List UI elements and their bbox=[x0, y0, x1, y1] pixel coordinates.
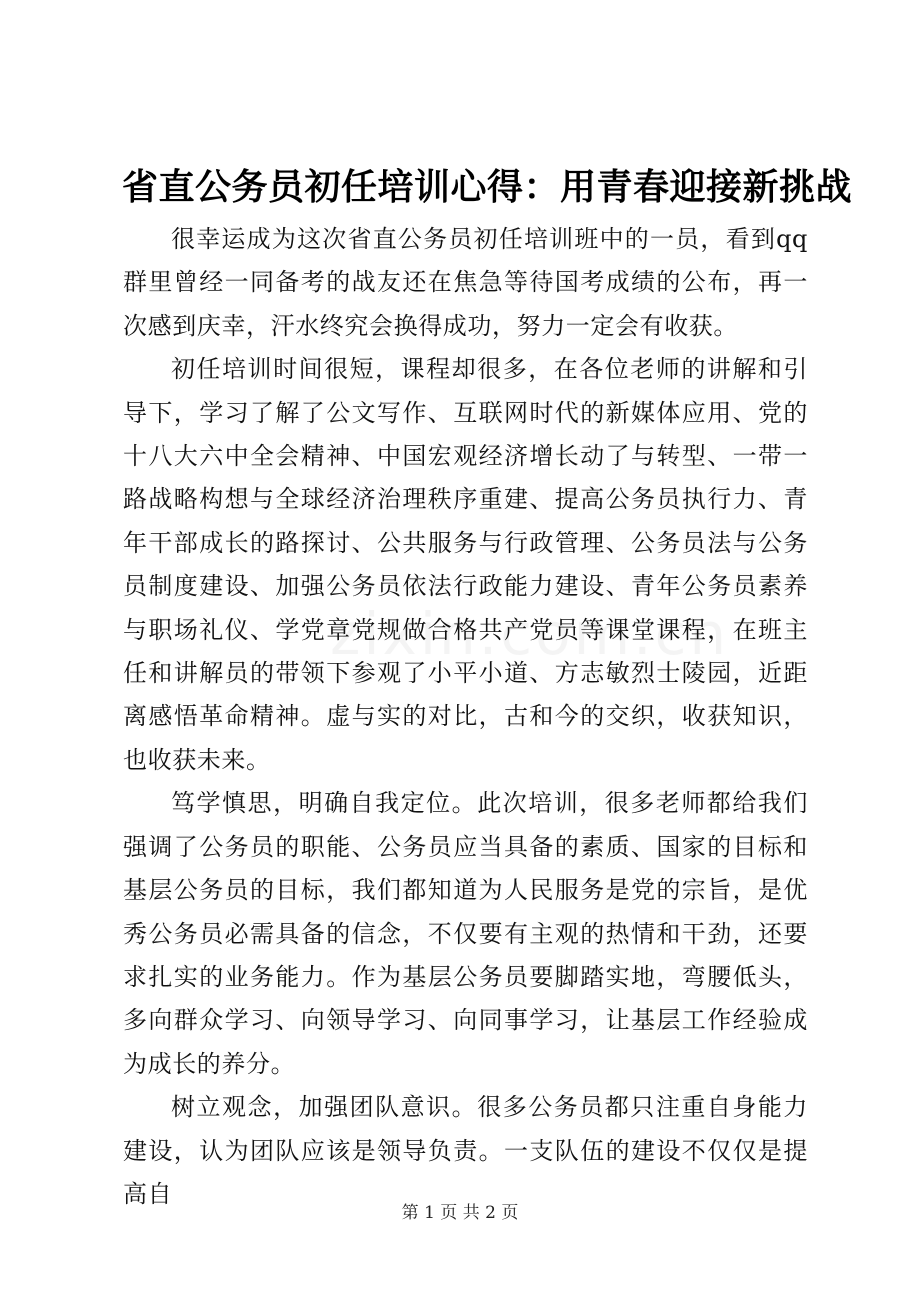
document-title: 省直公务员初任培训心得：用青春迎接新挑战 bbox=[122, 167, 853, 208]
paragraph-1: 很幸运成为这次省直公务员初任培训班中的一员，看到qq群里曾经一同备考的战友还在焦急等待国考成绩的公布，再一次感到庆幸，汗水终究会换得成功，努力一定会有收获。 bbox=[123, 225, 808, 340]
paragraph-2: 初任培训时间很短，课程却很多，在各位老师的讲解和引导下，学习了解了公文写作、互联网时代的新媒体应用、党的十八大六中全会精神、中国宏观经济增长动了与转型、一带一路战略构想与全球经济治理秩序重建、提高公务员执行力、青年干部成长的路探讨、公共服务与行政管理、公务员法与公务员制度建设、加强公务员依法行政能力建设、青年公务员素养与职场礼仪、学党章党规做合格共产党员等课堂课程，在班主任和讲解员的带领下参观了小平小道、方志敏烈士陵园，近距离感悟革命精神。虚与实的对比，古和今的交织，收获知识，也收获未来。 bbox=[123, 355, 808, 774]
page-footer: 第 1 页 共 2 页 bbox=[401, 1203, 519, 1223]
paragraph-4: 树立观念，加强团队意识。很多公务员都只注重自身能力建设，认为团队应该是领导负责。一支队伍的建设不仅仅是提高自 bbox=[123, 1093, 808, 1208]
paragraph-3: 笃学慎思，明确自我定位。此次培训，很多老师都给我们强调了公务员的职能、公务员应当具备的素质、国家的目标和基层公务员的目标，我们都知道为人民服务是党的宗旨，是优秀公务员必需具备的信念，不仅要有主观的热情和干劲，还要求扎实的业务能力。作为基层公务员要脚踏实地，弯腰低头，多向群众学习、向领导学习、向同事学习，让基层工作经验成为成长的养分。 bbox=[123, 789, 808, 1078]
document-body bbox=[123, 218, 808, 1216]
